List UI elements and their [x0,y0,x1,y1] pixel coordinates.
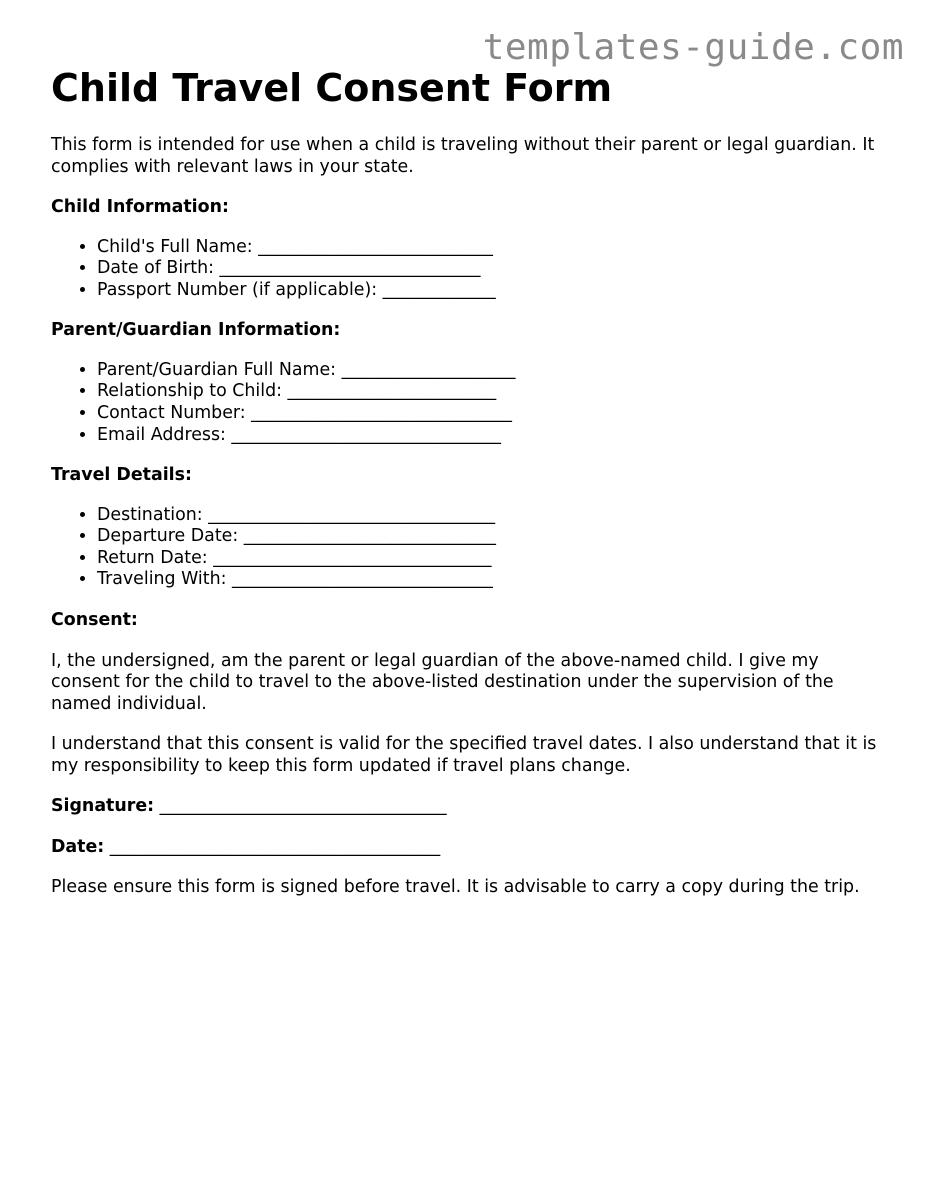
intro-paragraph: This form is intended for use when a child is traveling without their parent or legal guardian. It complies with relevant laws in your state. [51,135,875,177]
parent-full-name-field: • Parent/Guardian Full Name: ____________________ [97,360,891,382]
traveling-with-field: • Traveling With: ______________________________ [97,569,891,591]
departure-date-field: • Departure Date: _____________________________ [97,526,891,548]
page-title: Child Travel Consent Form [51,66,613,110]
consent-paragraph-2: I understand that this consent is valid for the specified travel dates. I also understand that it is my responsibility to keep this form updated if travel plans change. [51,734,877,776]
date-of-birth-field: • Date of Birth: ______________________________ [97,258,891,280]
child-info-heading: Child Information: [51,197,229,217]
email-address-field: • Email Address: _______________________________ [97,425,891,447]
return-date-field: • Return Date: ________________________________ [97,548,891,570]
travel-details-heading: Travel Details: [51,465,192,486]
consent-heading: Consent: [51,610,138,631]
signature-line [51,796,891,818]
signature-blank: _________________________________ [154,796,447,817]
date-blank: ______________________________________ [104,836,441,857]
parent-info-list [51,360,891,446]
parent-info-heading: Parent/Guardian Information: [51,320,341,341]
contact-number-field: • Contact Number: ______________________________ [97,403,891,425]
destination-field: • Destination: _________________________________ [97,505,891,527]
travel-details-list [51,505,891,591]
date-line [51,837,891,859]
relationship-field: • Relationship to Child: ________________________ [97,381,891,403]
consent-paragraph-1: I, the undersigned, am the parent or legal guardian of the above-named child. I give my consent for the child to travel to the above-listed destination under the supervision of the named individual. [51,650,834,714]
child-full-name-field: • Child's Full Name: ___________________________ [97,237,891,259]
footer-note: Please ensure this form is signed before travel. It is advisable to carry a copy during the trip. [51,877,860,898]
watermark: templates-guide.com [482,27,904,68]
document-page [51,64,891,899]
signature-label: Signature: [51,796,155,817]
child-info-list [51,237,891,302]
date-label: Date: [51,836,105,857]
passport-number-field: • Passport Number (if applicable): _____________ [97,280,891,302]
